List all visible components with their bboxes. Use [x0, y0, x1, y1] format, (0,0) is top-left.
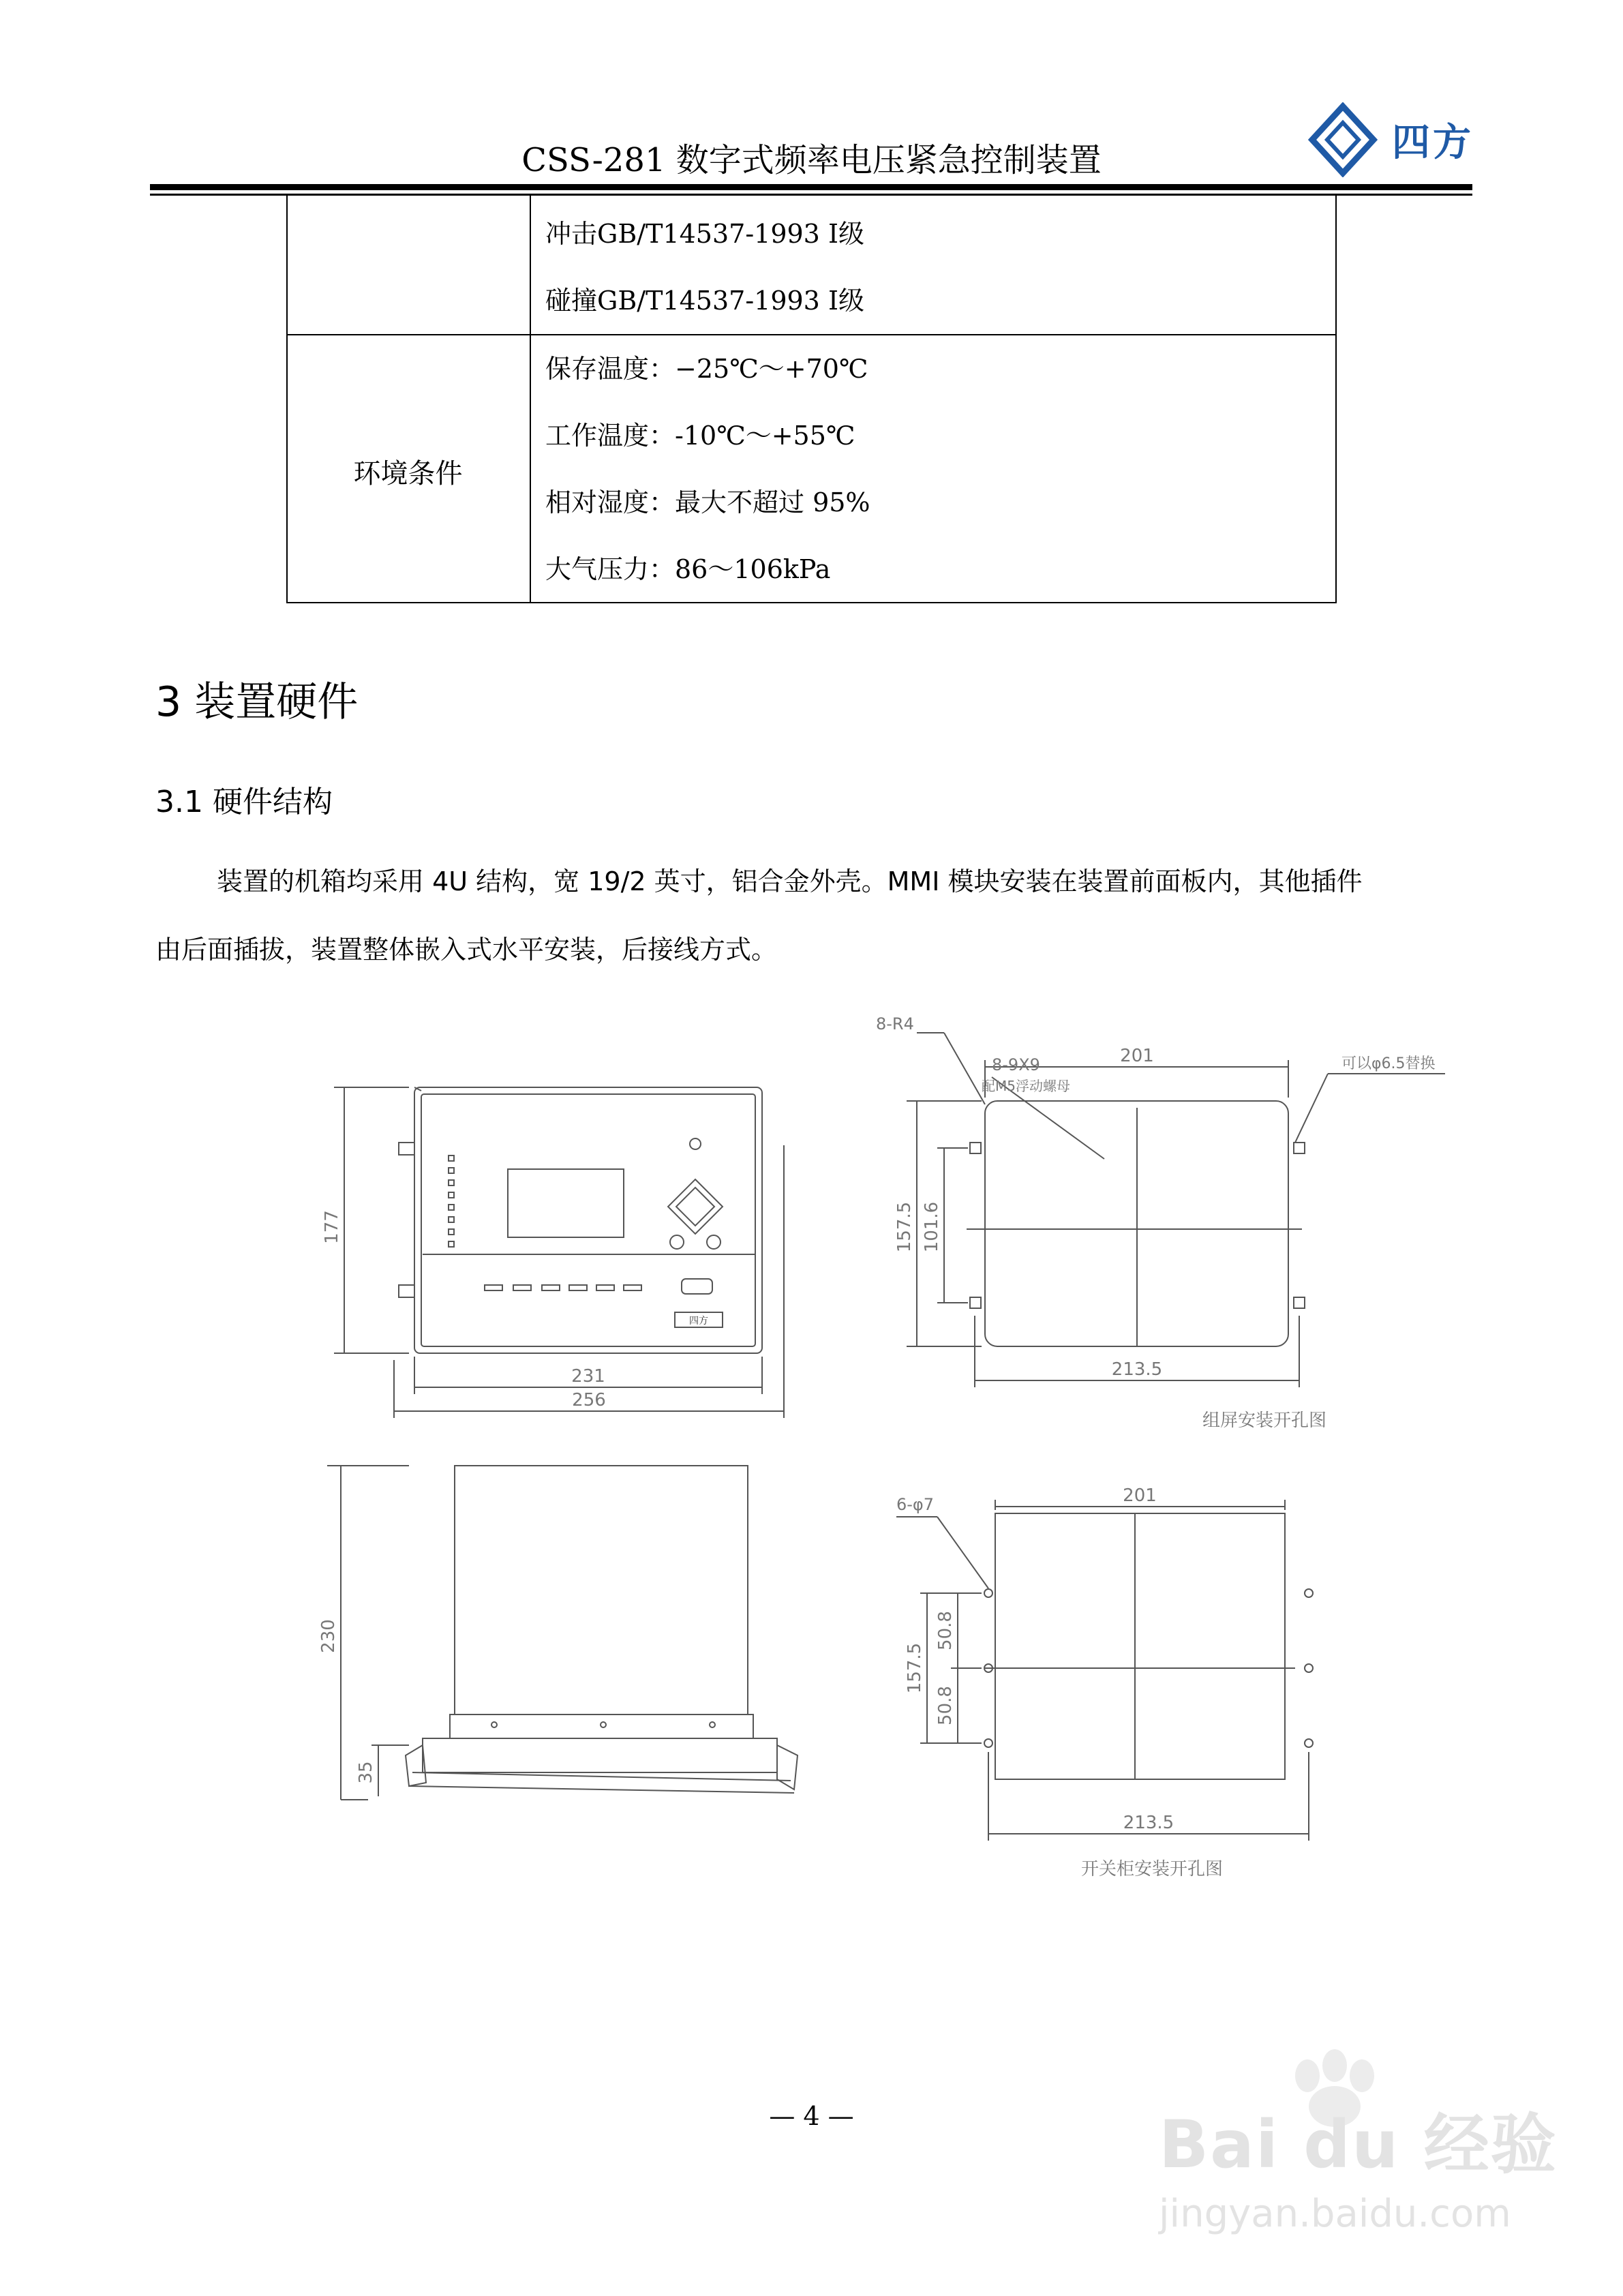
cabinet-holes-label: 6-φ7: [896, 1495, 935, 1514]
body-paragraph-line2: 由后面插拔，装置整体嵌入式水平安装，后接线方式。: [155, 935, 778, 965]
logo-text: 四方: [1392, 121, 1474, 165]
spec-item-storage-temp: 保存温度：−25℃～+70℃: [545, 354, 868, 384]
document-header-title: CSS-281 数字式频率电压紧急控制装置: [521, 141, 1102, 179]
spec-item-bump: 碰撞GB/T14537-1993 Ⅰ级: [545, 286, 864, 316]
page-number: — 4 —: [769, 2101, 854, 2131]
front-height-label: 177: [322, 1210, 342, 1244]
front-badge-label: 四方: [689, 1316, 708, 1327]
side-depth-label: 35: [356, 1761, 376, 1784]
body-paragraph-line1: 装置的机箱均采用 4U 结构，宽 19/2 英寸，铝合金外壳。MMI 模块安装在装置前面板内，其他插件: [217, 866, 1363, 896]
spec-item-pressure: 大气压力：86～106kPa: [545, 554, 831, 584]
panel-holes-label: 8-9X9: [992, 1055, 1040, 1074]
section-heading: 3 装置硬件: [155, 678, 359, 726]
panel-cutout-caption: 组屏安装开孔图: [1202, 1410, 1327, 1431]
table-divider: [530, 196, 531, 603]
front-outer-width-label: 256: [572, 1390, 606, 1410]
watermark-url: jingyan.baidu.com: [1159, 2192, 1511, 2236]
cabinet-pitch-a-label: 50.8: [935, 1611, 956, 1650]
front-inner-width-label: 231: [571, 1366, 605, 1387]
cabinet-cutout-caption: 开关柜安装开孔图: [1080, 1859, 1224, 1879]
cabinet-bottom-width-label: 213.5: [1123, 1813, 1174, 1833]
subsection-heading: 3.1 硬件结构: [155, 785, 333, 819]
spec-item-operating-temp: 工作温度：-10℃～+55℃: [545, 421, 855, 451]
panel-height-outer-label: 157.5: [894, 1201, 915, 1253]
cabinet-top-width-label: 201: [1123, 1485, 1157, 1506]
corner-radius-label: 8-R4: [876, 1014, 914, 1033]
hardware-dimension-drawing: [300, 1009, 1500, 1895]
panel-top-width-label: 201: [1120, 1046, 1154, 1066]
spec-item-shock: 冲击GB/T14537-1993 Ⅰ级: [545, 219, 864, 249]
cabinet-height-outer-label: 157.5: [905, 1642, 925, 1694]
side-height-label: 230: [318, 1619, 339, 1653]
panel-holes-note: 配M5浮动螺母: [982, 1078, 1070, 1094]
table-row-divider: [286, 334, 1337, 335]
panel-height-inner-label: 101.6: [922, 1201, 942, 1253]
spec-item-humidity: 相对湿度：最大不超过 95%: [545, 487, 870, 517]
spec-table: [286, 196, 1337, 603]
panel-alt-note: 可以φ6.5替换: [1341, 1055, 1436, 1072]
cabinet-pitch-b-label: 50.8: [935, 1686, 956, 1725]
spec-row-label: 环境条件: [353, 458, 463, 489]
watermark-brand: Bai du 经验: [1159, 2106, 1558, 2183]
header-rule: [150, 184, 1472, 190]
panel-bottom-width-label: 213.5: [1111, 1359, 1163, 1380]
